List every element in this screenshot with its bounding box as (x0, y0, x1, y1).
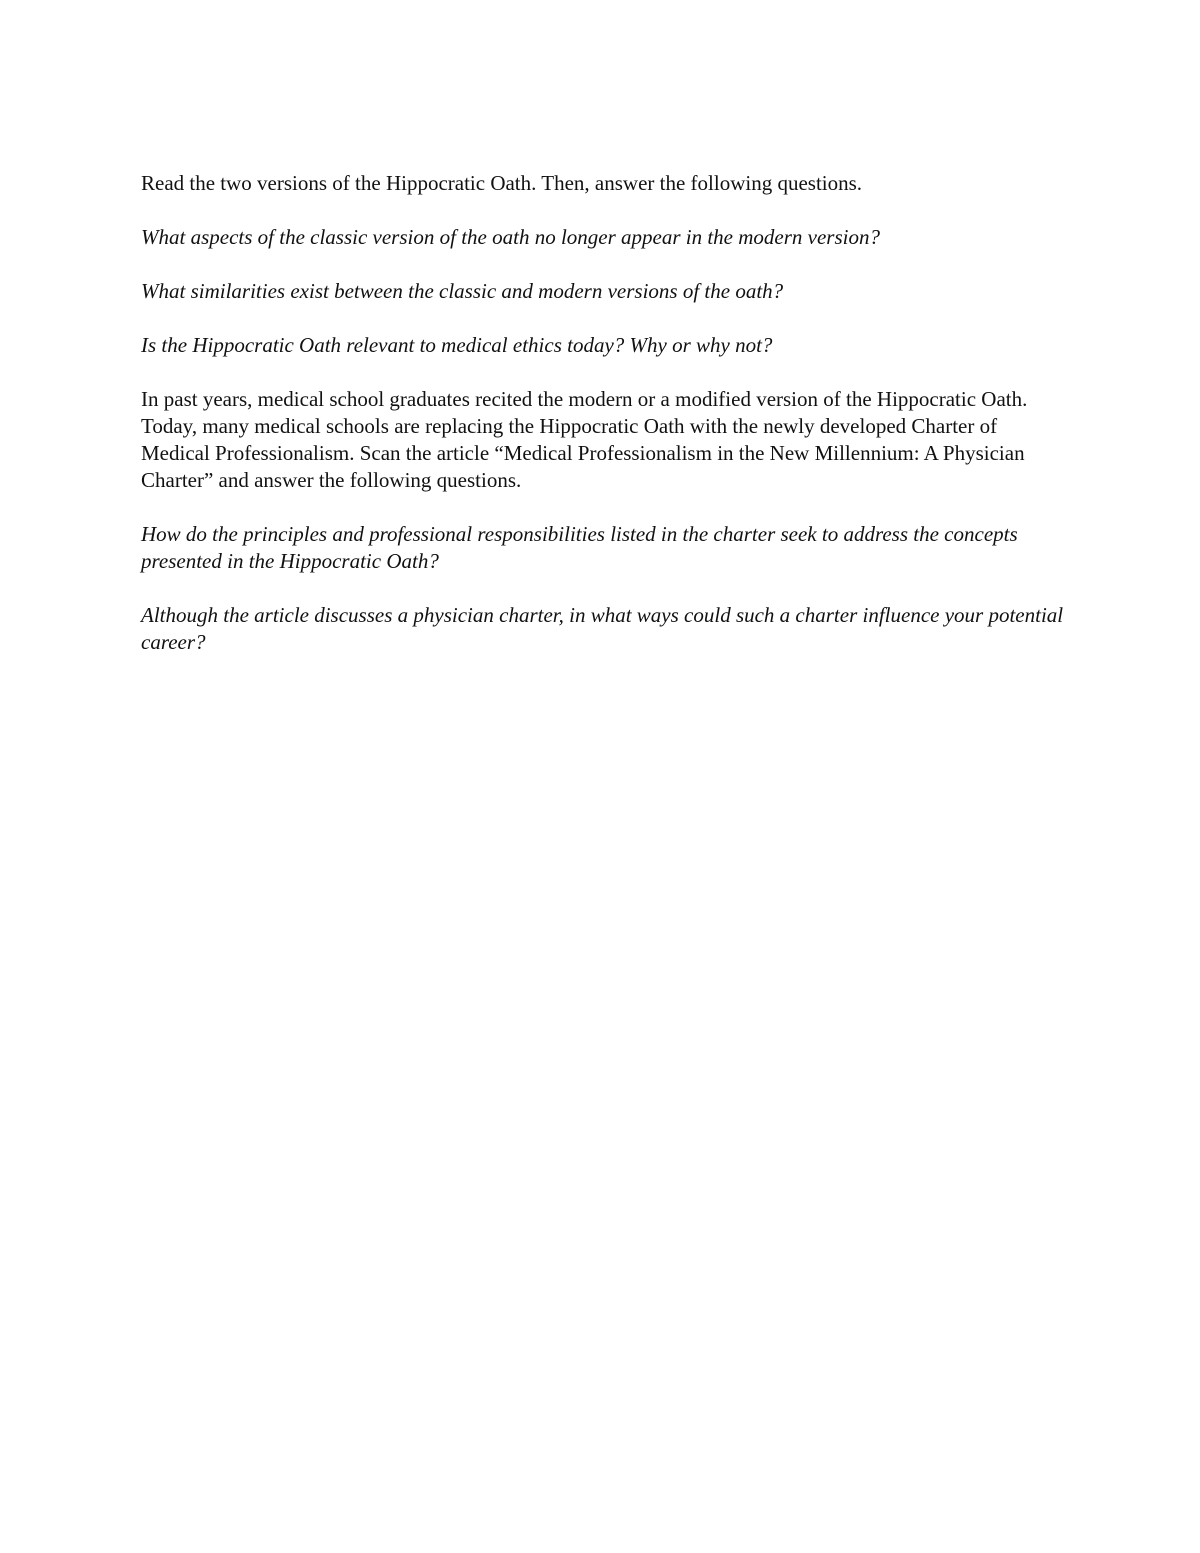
question-relevance: Is the Hippocratic Oath relevant to medical ethics today? Why or why not? (141, 333, 773, 357)
question-charter-principles: How do the principles and professional responsibilities listed in the charter seek to address the concepts presented in the Hippocratic Oath? (141, 522, 1018, 573)
document-body (141, 170, 1071, 683)
question-similarities: What similarities exist between the classic and modern versions of the oath? (141, 279, 784, 303)
intro-paragraph: Read the two versions of the Hippocratic Oath. Then, answer the following questions. (141, 171, 863, 195)
question-classic-aspects: What aspects of the classic version of the oath no longer appear in the modern version? (141, 225, 880, 249)
charter-paragraph: In past years, medical school graduates recited the modern or a modified version of the Hippocratic Oath. Today, many medical schools are replacing the Hippocratic Oath with the newly developed Charter of Medical Professionalism. Scan the article “Medical Professionalism in the New Millennium: A Physician Charter” and answer the following questions. (141, 387, 1028, 492)
question-career-influence: Although the article discusses a physician charter, in what ways could such a charter influence your potential career? (141, 603, 1064, 654)
